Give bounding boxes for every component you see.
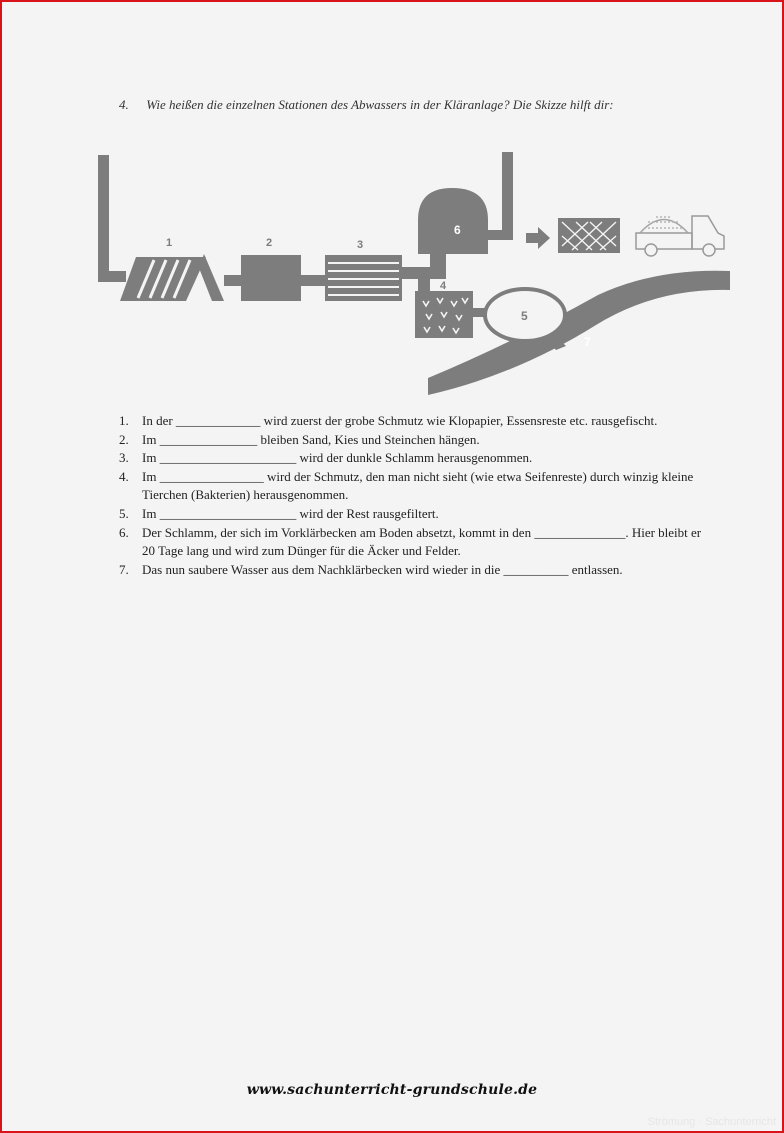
arrow-icon xyxy=(526,227,550,249)
footer-url[interactable]: www.sachunterricht-grundschule.de xyxy=(246,1082,538,1098)
item-number: 3. xyxy=(119,450,129,466)
list-item xyxy=(119,468,709,505)
item-number: 7. xyxy=(119,561,129,577)
screen-ramp xyxy=(199,254,224,301)
item-number: 4. xyxy=(119,468,129,484)
list-item xyxy=(119,561,709,580)
item-text: In der _____________ wird zuerst der grobe Schmutz wie Klopapier, Essensreste etc. rausgefischt. xyxy=(142,413,658,428)
label-2: 2 xyxy=(266,237,273,249)
item-text: Im ________________ wird der Schmutz, den man nicht sieht (wie etwa Seifenreste) durch winzig kleine Tierchen (Bakterien) herausgenommen. xyxy=(142,468,694,503)
item-number: 1. xyxy=(119,413,129,428)
list-item xyxy=(119,412,709,431)
sand-trap-station xyxy=(241,255,301,301)
list-item xyxy=(119,505,709,524)
pipe-1-2 xyxy=(224,275,241,286)
label-3: 3 xyxy=(357,239,364,251)
item-number: 6. xyxy=(119,524,129,540)
label-7: 7 xyxy=(584,335,591,349)
item-text: Das nun saubere Wasser aus dem Nachklärbecken wird wieder in die __________ entlassen. xyxy=(142,561,623,577)
item-text: Im _____________________ wird der dunkle Schlamm herausgenommen. xyxy=(142,450,533,466)
watermark: Strömung · Sachunterricht xyxy=(647,1116,776,1128)
label-1: 1 xyxy=(166,237,173,249)
truck-icon xyxy=(636,216,724,256)
label-5: 5 xyxy=(521,309,528,323)
list-item xyxy=(119,431,709,450)
label-6: 6 xyxy=(454,223,461,237)
answer-list xyxy=(119,412,709,579)
question-number: 4. xyxy=(119,97,129,112)
list-item xyxy=(119,524,709,561)
item-text: Der Schlamm, der sich im Vorklärbecken am Boden absetzt, kommt in den ______________. Hier bleibt er 20 Tage lang und wird zum Dünger für die Äcker und Felder. xyxy=(142,524,702,559)
item-number: 2. xyxy=(119,431,129,447)
label-4: 4 xyxy=(440,280,447,292)
item-text: Im _____________________ wird der Rest rausgefiltert. xyxy=(142,505,439,521)
digester-chimney xyxy=(502,152,513,240)
digester-chimney-link xyxy=(488,230,513,240)
river-station xyxy=(428,271,730,395)
question-text: Wie heißen die einzelnen Stationen des Abwassers in der Kläranlage? Die Skizze hilft dir: xyxy=(146,97,614,112)
inflow-pipe-horizontal xyxy=(98,271,126,282)
aeration-tank-station xyxy=(415,291,473,338)
list-item xyxy=(119,449,709,468)
digester-station xyxy=(418,188,488,254)
item-text: Im _______________ bleiben Sand, Kies und Steinchen hängen. xyxy=(142,431,480,447)
inflow-pipe-vertical xyxy=(98,155,109,282)
question-heading xyxy=(119,97,614,113)
pipe-2-3 xyxy=(301,275,325,286)
sewage-plant-diagram xyxy=(96,150,732,395)
item-number: 5. xyxy=(119,505,129,521)
